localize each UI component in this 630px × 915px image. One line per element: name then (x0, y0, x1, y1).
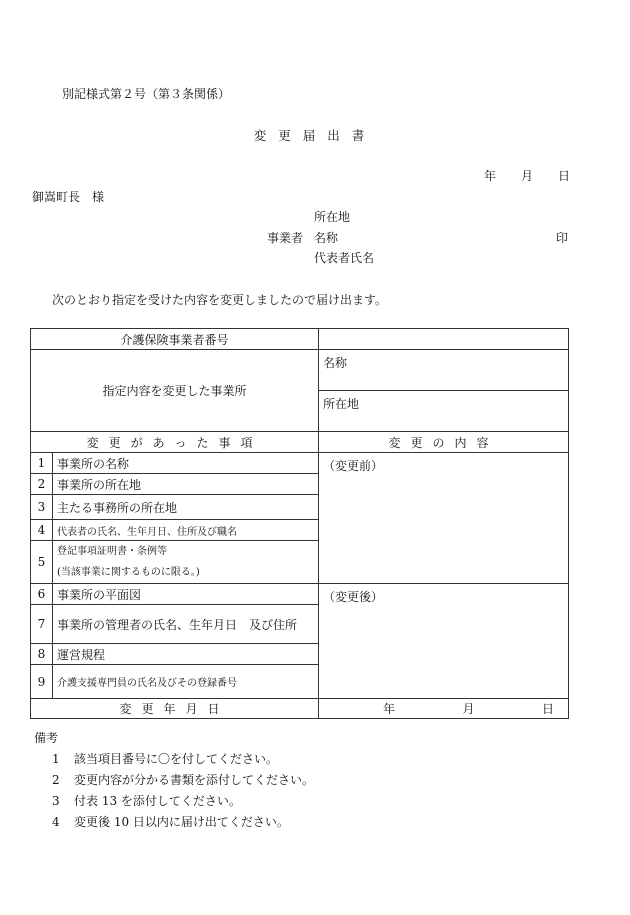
after-label: （変更後） (323, 590, 384, 604)
office-label: 指定内容を変更した事業所 (31, 350, 319, 432)
table-row (31, 432, 569, 453)
office-name-label: 名称 (323, 356, 348, 370)
item-label (53, 541, 319, 584)
note-number: 1 (52, 752, 60, 766)
item-number[interactable]: 9 (31, 665, 53, 699)
note-item (52, 750, 278, 767)
office-address-field[interactable] (319, 391, 569, 432)
item-label: 介護支援専門員の氏名及びその登録番号 (53, 665, 319, 699)
content-header: 変更の内容 (319, 432, 569, 453)
change-date-label: 変更年月日 (31, 699, 319, 719)
document-title: 変更届出書 (253, 128, 377, 143)
notes-title: 備考 (34, 731, 59, 745)
applicant-name-label: 名称 (314, 231, 339, 245)
item-number[interactable]: 1 (31, 453, 53, 474)
note-text: 変更内容が分かる書類を添付してください。 (74, 773, 315, 787)
table-row (31, 329, 569, 350)
change-date-year: 年 (383, 702, 396, 716)
before-label: （変更前） (323, 459, 384, 473)
intro-text: 次のとおり指定を受けた内容を変更しましたので届け出ます。 (52, 293, 388, 307)
item-number[interactable]: 3 (31, 495, 53, 520)
applicant-address-label: 所在地 (314, 210, 351, 224)
note-text: 変更後 10 日以内に届け出てください。 (74, 815, 289, 829)
item-number[interactable]: 5 (31, 541, 53, 584)
change-form-table (30, 328, 569, 719)
date-year: 年 (484, 169, 497, 183)
insurer-number-label: 介護保険事業者番号 (31, 329, 319, 350)
note-number: 4 (52, 815, 60, 829)
note-text: 該当項目番号に〇を付してください。 (74, 752, 279, 766)
table-row (31, 584, 569, 605)
form-label: 別記様式第２号（第３条関係） (62, 87, 231, 101)
change-date-month: 月 (462, 702, 475, 716)
item-label: 事業所の名称 (53, 453, 319, 474)
table-row (31, 699, 569, 719)
applicant-business-label: 事業者 (267, 231, 304, 245)
item-number[interactable]: 2 (31, 474, 53, 495)
note-item (52, 771, 314, 788)
content-before-field[interactable] (319, 453, 569, 584)
table-row (31, 453, 569, 474)
item-number[interactable]: 6 (31, 584, 53, 605)
addressee: 御嵩町長 様 (32, 190, 105, 204)
office-address-label: 所在地 (323, 397, 360, 411)
item-label: 事業所の平面図 (53, 584, 319, 605)
note-number: 2 (52, 773, 60, 787)
office-name-field[interactable] (319, 350, 569, 391)
items-header: 変更があった事項 (31, 432, 319, 453)
item-label: 事業所の管理者の氏名、生年月日 及び住所 (53, 605, 319, 644)
content-after-field[interactable] (319, 584, 569, 699)
item-number[interactable]: 8 (31, 644, 53, 665)
item-label: 代表者の氏名、生年月日、住所及び職名 (53, 520, 319, 541)
change-date-day: 日 (541, 702, 554, 716)
item-label: 主たる事務所の所在地 (53, 495, 319, 520)
item-label: 運営規程 (53, 644, 319, 665)
note-text: 付表 13 を添付してください。 (74, 794, 241, 808)
item-label-main: 登記事項証明書・条例等 (57, 546, 167, 557)
note-number: 3 (52, 794, 60, 808)
item-number[interactable]: 4 (31, 520, 53, 541)
table-row (31, 350, 569, 391)
date-day: 日 (557, 169, 570, 183)
note-item (52, 813, 289, 830)
note-item (52, 792, 241, 809)
item-label: 事業所の所在地 (53, 474, 319, 495)
submission-date (484, 167, 570, 184)
date-month: 月 (520, 169, 533, 183)
applicant-representative-label: 代表者氏名 (314, 251, 375, 265)
seal-mark: 印 (556, 231, 569, 245)
insurer-number-field[interactable] (319, 329, 569, 350)
item-label-sub: (当該事業に関するものに限る。) (57, 567, 200, 578)
change-date-field[interactable] (319, 699, 569, 719)
item-number[interactable]: 7 (31, 605, 53, 644)
